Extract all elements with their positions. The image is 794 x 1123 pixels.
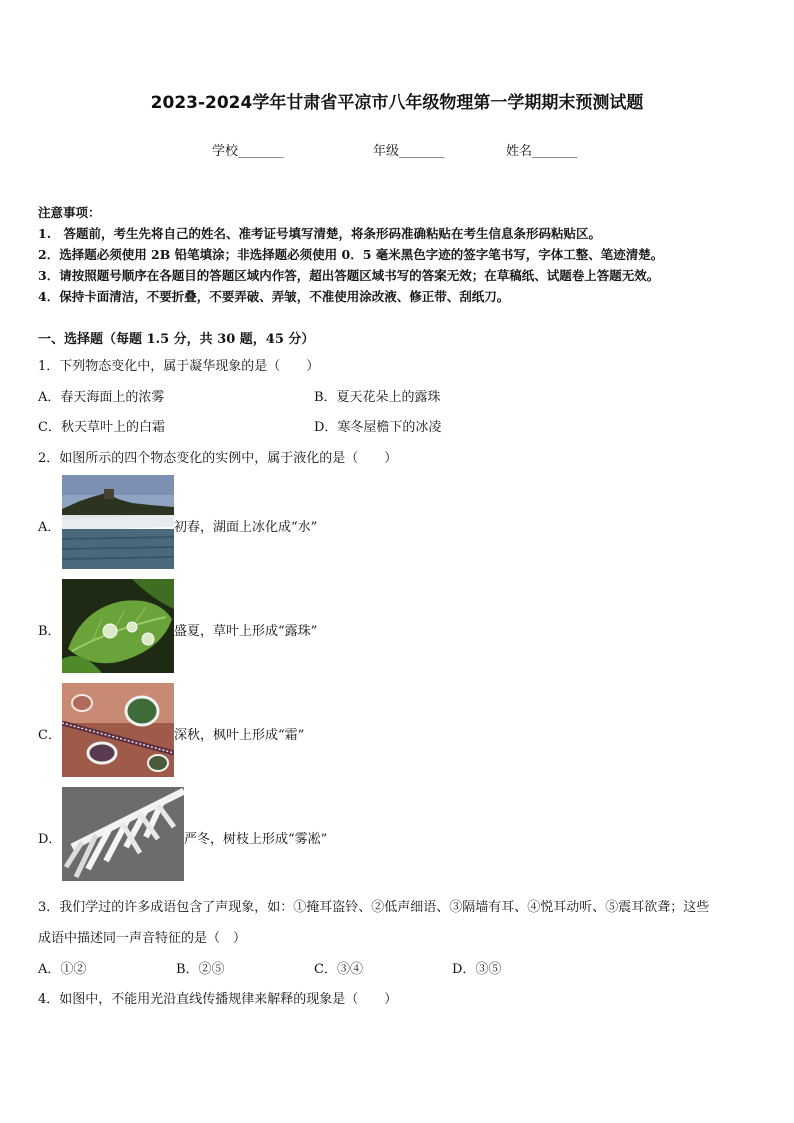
- question-3-stem-line1: 3．我们学过的许多成语包含了声现象，如：①掩耳盗铃、②低声细语、③隔墙有耳、④悦耳动听、⑤震耳欲聋；这些: [38, 900, 710, 915]
- q2-option-d-text: 严冬，树枝上形成“雾凇”: [184, 832, 328, 847]
- q1-option-a: A．春天海面上的浓雾: [38, 390, 165, 405]
- q3-option-c: C．③④: [314, 962, 363, 977]
- note-item: 1. 答题前，考生先将自己的姓名、准考证号填写清楚，将条形码准确粘贴在考生信息条形码粘贴区。: [38, 226, 602, 241]
- question-2-stem: 2．如图所示的四个物态变化的实例中，属于液化的是（ ）: [38, 451, 398, 466]
- q1-option-c: C．秋天草叶上的白霜: [38, 420, 165, 435]
- exam-title: 2023-2024学年甘肃省平凉市八年级物理第一学期期末预测试题: [150, 93, 644, 113]
- school-field: 学校_______: [212, 144, 284, 159]
- q1-option-b: B．夏天花朵上的露珠: [314, 390, 441, 405]
- q2-option-a-text: 初春，湖面上冰化成“水”: [174, 520, 318, 535]
- rime-branch-photo: [62, 787, 184, 881]
- q2-option-c-letter: C．: [38, 728, 61, 743]
- q2-option-a-letter: A．: [38, 520, 61, 535]
- grade-field: 年级_______: [373, 144, 445, 159]
- question-3-stem-line2: 成语中描述同一声音特征的是（ ）: [38, 931, 247, 946]
- dew-leaf-photo: [62, 579, 174, 673]
- notes-heading: 注意事项：: [38, 205, 101, 220]
- q2-option-d-letter: D．: [38, 832, 62, 847]
- name-field: 姓名_______: [506, 144, 578, 159]
- question-1-stem: 1．下列物态变化中，属于凝华现象的是（ ）: [38, 359, 320, 374]
- q3-option-a: A．①②: [38, 962, 87, 977]
- note-item: 3．请按照题号顺序在各题目的答题区域内作答，超出答题区域书写的答案无效；在草稿纸、试题卷上答题无效。: [38, 268, 660, 283]
- q3-option-b: B．②⑤: [176, 962, 225, 977]
- q3-option-d: D．③⑤: [452, 962, 502, 977]
- q1-option-d: D．寒冬屋檐下的冰凌: [314, 420, 442, 435]
- q2-option-b-text: 盛夏，草叶上形成“露珠”: [174, 624, 318, 639]
- q2-option-b-letter: B．: [38, 624, 61, 639]
- q2-option-c-text: 深秋，枫叶上形成“霜”: [174, 728, 305, 743]
- section-heading: 一、选择题（每题 1.5 分，共 30 题，45 分）: [38, 332, 315, 347]
- question-4-stem: 4．如图中，不能用光沿直线传播规律来解释的现象是（ ）: [38, 992, 398, 1007]
- frost-leaf-photo: [62, 683, 174, 777]
- note-item: 4．保持卡面清洁，不要折叠，不要弄破、弄皱，不准使用涂改液、修正带、刮纸刀。: [38, 289, 510, 304]
- note-item: 2．选择题必须使用 2B 铅笔填涂；非选择题必须使用 0．5 毫米黑色字迹的签字笔书写，字体工整、笔迹清楚。: [38, 247, 664, 262]
- lake-ice-photo: [62, 475, 174, 569]
